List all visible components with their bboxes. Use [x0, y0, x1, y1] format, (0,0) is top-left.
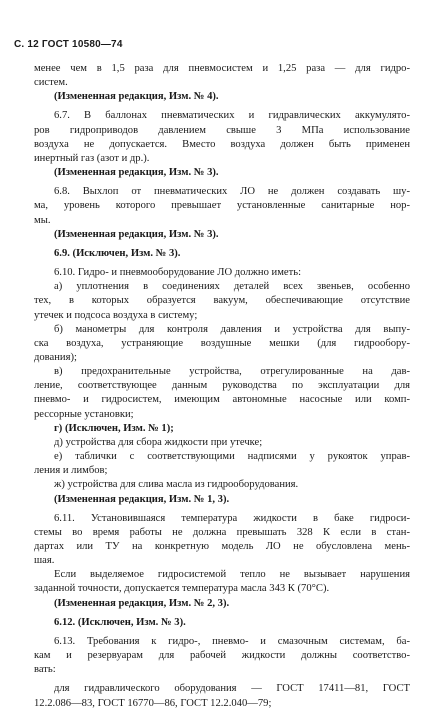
text-line: шая.: [34, 555, 55, 567]
text-line: ж) устройства для слива масла из гидрооборудования.: [54, 479, 299, 491]
text-line: мы.: [34, 214, 51, 226]
amendment-note-line: (Измененная редакция, Изм. № 3).: [54, 167, 219, 179]
text-line: б) манометры для контроля давления и устройства для выпу-: [54, 323, 410, 335]
text-line: заданной точности, допускается температура масла 343 К (70°С).: [34, 583, 330, 595]
text-line: инертный газ (азот и др.).: [34, 152, 150, 164]
amendment-note-line: 6.12. (Исключен, Изм. № 3).: [54, 616, 186, 628]
text-line: 6.7. В баллонах пневматических и гидравлических аккумулято-: [54, 110, 410, 122]
text-line: утечек и подсоса воздуха в систему;: [34, 309, 198, 321]
text-line: стемы во время работы не должна превышать 328 К если в стан-: [34, 526, 410, 538]
text-line: дования);: [34, 351, 77, 363]
text-line: ления и лимбов;: [34, 465, 108, 477]
text-line: 6.10. Гидро- и пневмооборудование ЛО должно иметь:: [54, 267, 302, 279]
text-line: для гидравлического оборудования — ГОСТ 17411—81, ГОСТ: [54, 683, 410, 695]
text-line: 12.2.086—83, ГОСТ 16770—86, ГОСТ 12.2.040—79;: [34, 697, 272, 709]
text-line: в) предохранительные устройства, отрегулированные на дав-: [54, 366, 410, 378]
text-line: д) устройства для сбора жидкости при утечке;: [54, 436, 263, 448]
document-body: [34, 62, 410, 711]
text-line: ление, соответствующее данным руководства по эксплуатации для: [34, 380, 410, 392]
text-line: а) уплотнения в соединениях деталей всех звеньев, особенно: [54, 281, 410, 293]
text-line: ска воздуха, устраняющие воздушные мешки (для гидрообору-: [34, 337, 410, 349]
text-line: менее чем в 1,5 раза для пневмосистем и 1,25 раза — для гидро-: [34, 63, 410, 74]
text-line: вать:: [34, 664, 56, 676]
text-line: тех, в которых образуется вакуум, обеспечивающие отсутствие: [34, 295, 410, 307]
text-line: кам и резервуарам для рабочей жидкости должны соответство-: [34, 650, 410, 662]
text-line: систем.: [34, 77, 68, 89]
text-line: 6.13. Требования к гидро-, пневмо- и смазочным системам, ба-: [54, 635, 410, 647]
amendment-note-line: 6.9. (Исключен, Изм. № 3).: [54, 247, 181, 259]
text-line: ров гидроприводов давлением свыше 3 МПа использование: [34, 124, 410, 136]
text-line: рессорные установки;: [34, 408, 134, 420]
text-line: пневмо- и гидросистем, имеющим автономные насосные или комп-: [34, 394, 410, 406]
text-line: воздуха не допускается. Вместо воздуха должен быть применен: [34, 138, 410, 150]
text-line: дартах или ТУ на конкретную модель ЛО не обусловлена мень-: [34, 541, 410, 552]
amendment-note-line: (Измененная редакция, Изм. № 1, 3).: [54, 493, 230, 505]
amendment-note-line: г) (Исключен, Изм. № 1);: [54, 422, 174, 434]
page-header: С. 12 ГОСТ 10580—74: [14, 39, 123, 50]
amendment-note-line: (Измененная редакция, Изм. № 2, 3).: [54, 597, 230, 609]
text-line: 6.11. Установившаяся температура жидкости в баке гидроси-: [54, 512, 410, 524]
text-line: Если выделяемое гидросистемой тепло не вызывает нарушения: [54, 569, 410, 581]
amendment-note-line: (Измененная редакция, Изм. № 4).: [54, 91, 219, 103]
text-line: 6.8. Выхлоп от пневматических ЛО не должен создавать шу-: [54, 186, 410, 198]
text-line: ма, уровень которого превышает установленные санитарные нор-: [34, 200, 410, 212]
text-line: е) таблички с соответствующими надписями у рукояток управ-: [54, 451, 410, 463]
amendment-note-line: (Измененная редакция, Изм. № 3).: [54, 228, 219, 240]
